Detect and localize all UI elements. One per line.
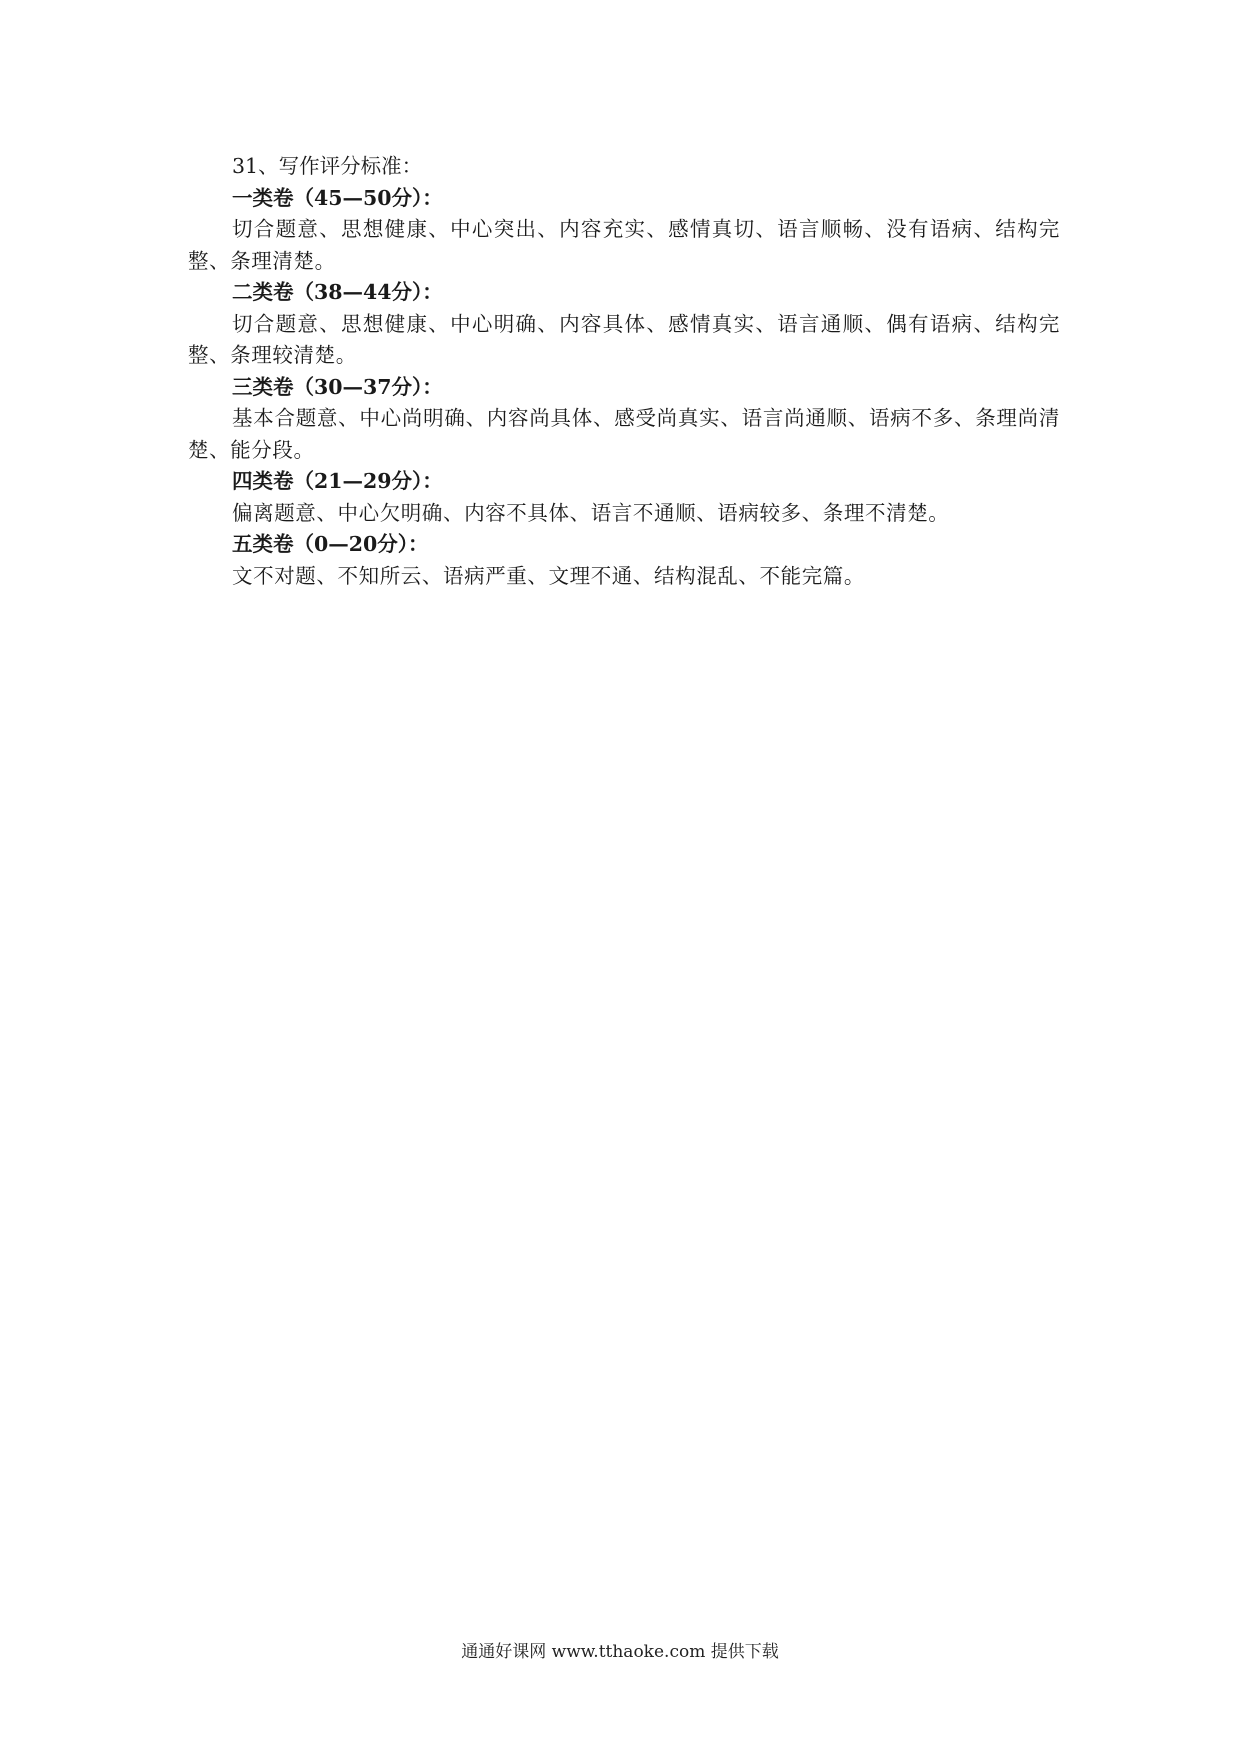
page-footer: 通通好课网 www.tthaoke.com 提供下载 — [461, 1642, 779, 1662]
category-title-5: 五类卷（0—20分）： — [232, 532, 429, 556]
category-title-4: 四类卷（21—29分）： — [232, 469, 443, 493]
category-description-1: 切合题意、思想健康、中心突出、内容充实、感情真切、语言顺畅、没有语病、结构完整、条理清楚。 — [188, 217, 1060, 273]
category-title-2: 二类卷（38—44分）： — [232, 280, 443, 304]
category-description-2: 切合题意、思想健康、中心明确、内容具体、感情真实、语言通顺、偶有语病、结构完整、条理较清楚。 — [188, 311, 1060, 367]
category-title-3: 三类卷（30—37分）： — [232, 374, 443, 399]
scoring-criteria — [188, 151, 1060, 592]
category-description-5: 文不对题、不知所云、语病严重、文理不通、结构混乱、不能完篇。 — [232, 563, 865, 588]
category-description-3: 基本合题意、中心尚明确、内容尚具体、感受尚真实、语言尚通顺、语病不多、条理尚清楚、能分段。 — [188, 406, 1060, 462]
section-heading: 31、写作评分标准： — [232, 154, 423, 178]
category-description-4: 偏离题意、中心欠明确、内容不具体、语言不通顺、语病较多、条理不清楚。 — [232, 500, 950, 525]
category-title-1: 一类卷（45—50分）： — [232, 185, 443, 210]
